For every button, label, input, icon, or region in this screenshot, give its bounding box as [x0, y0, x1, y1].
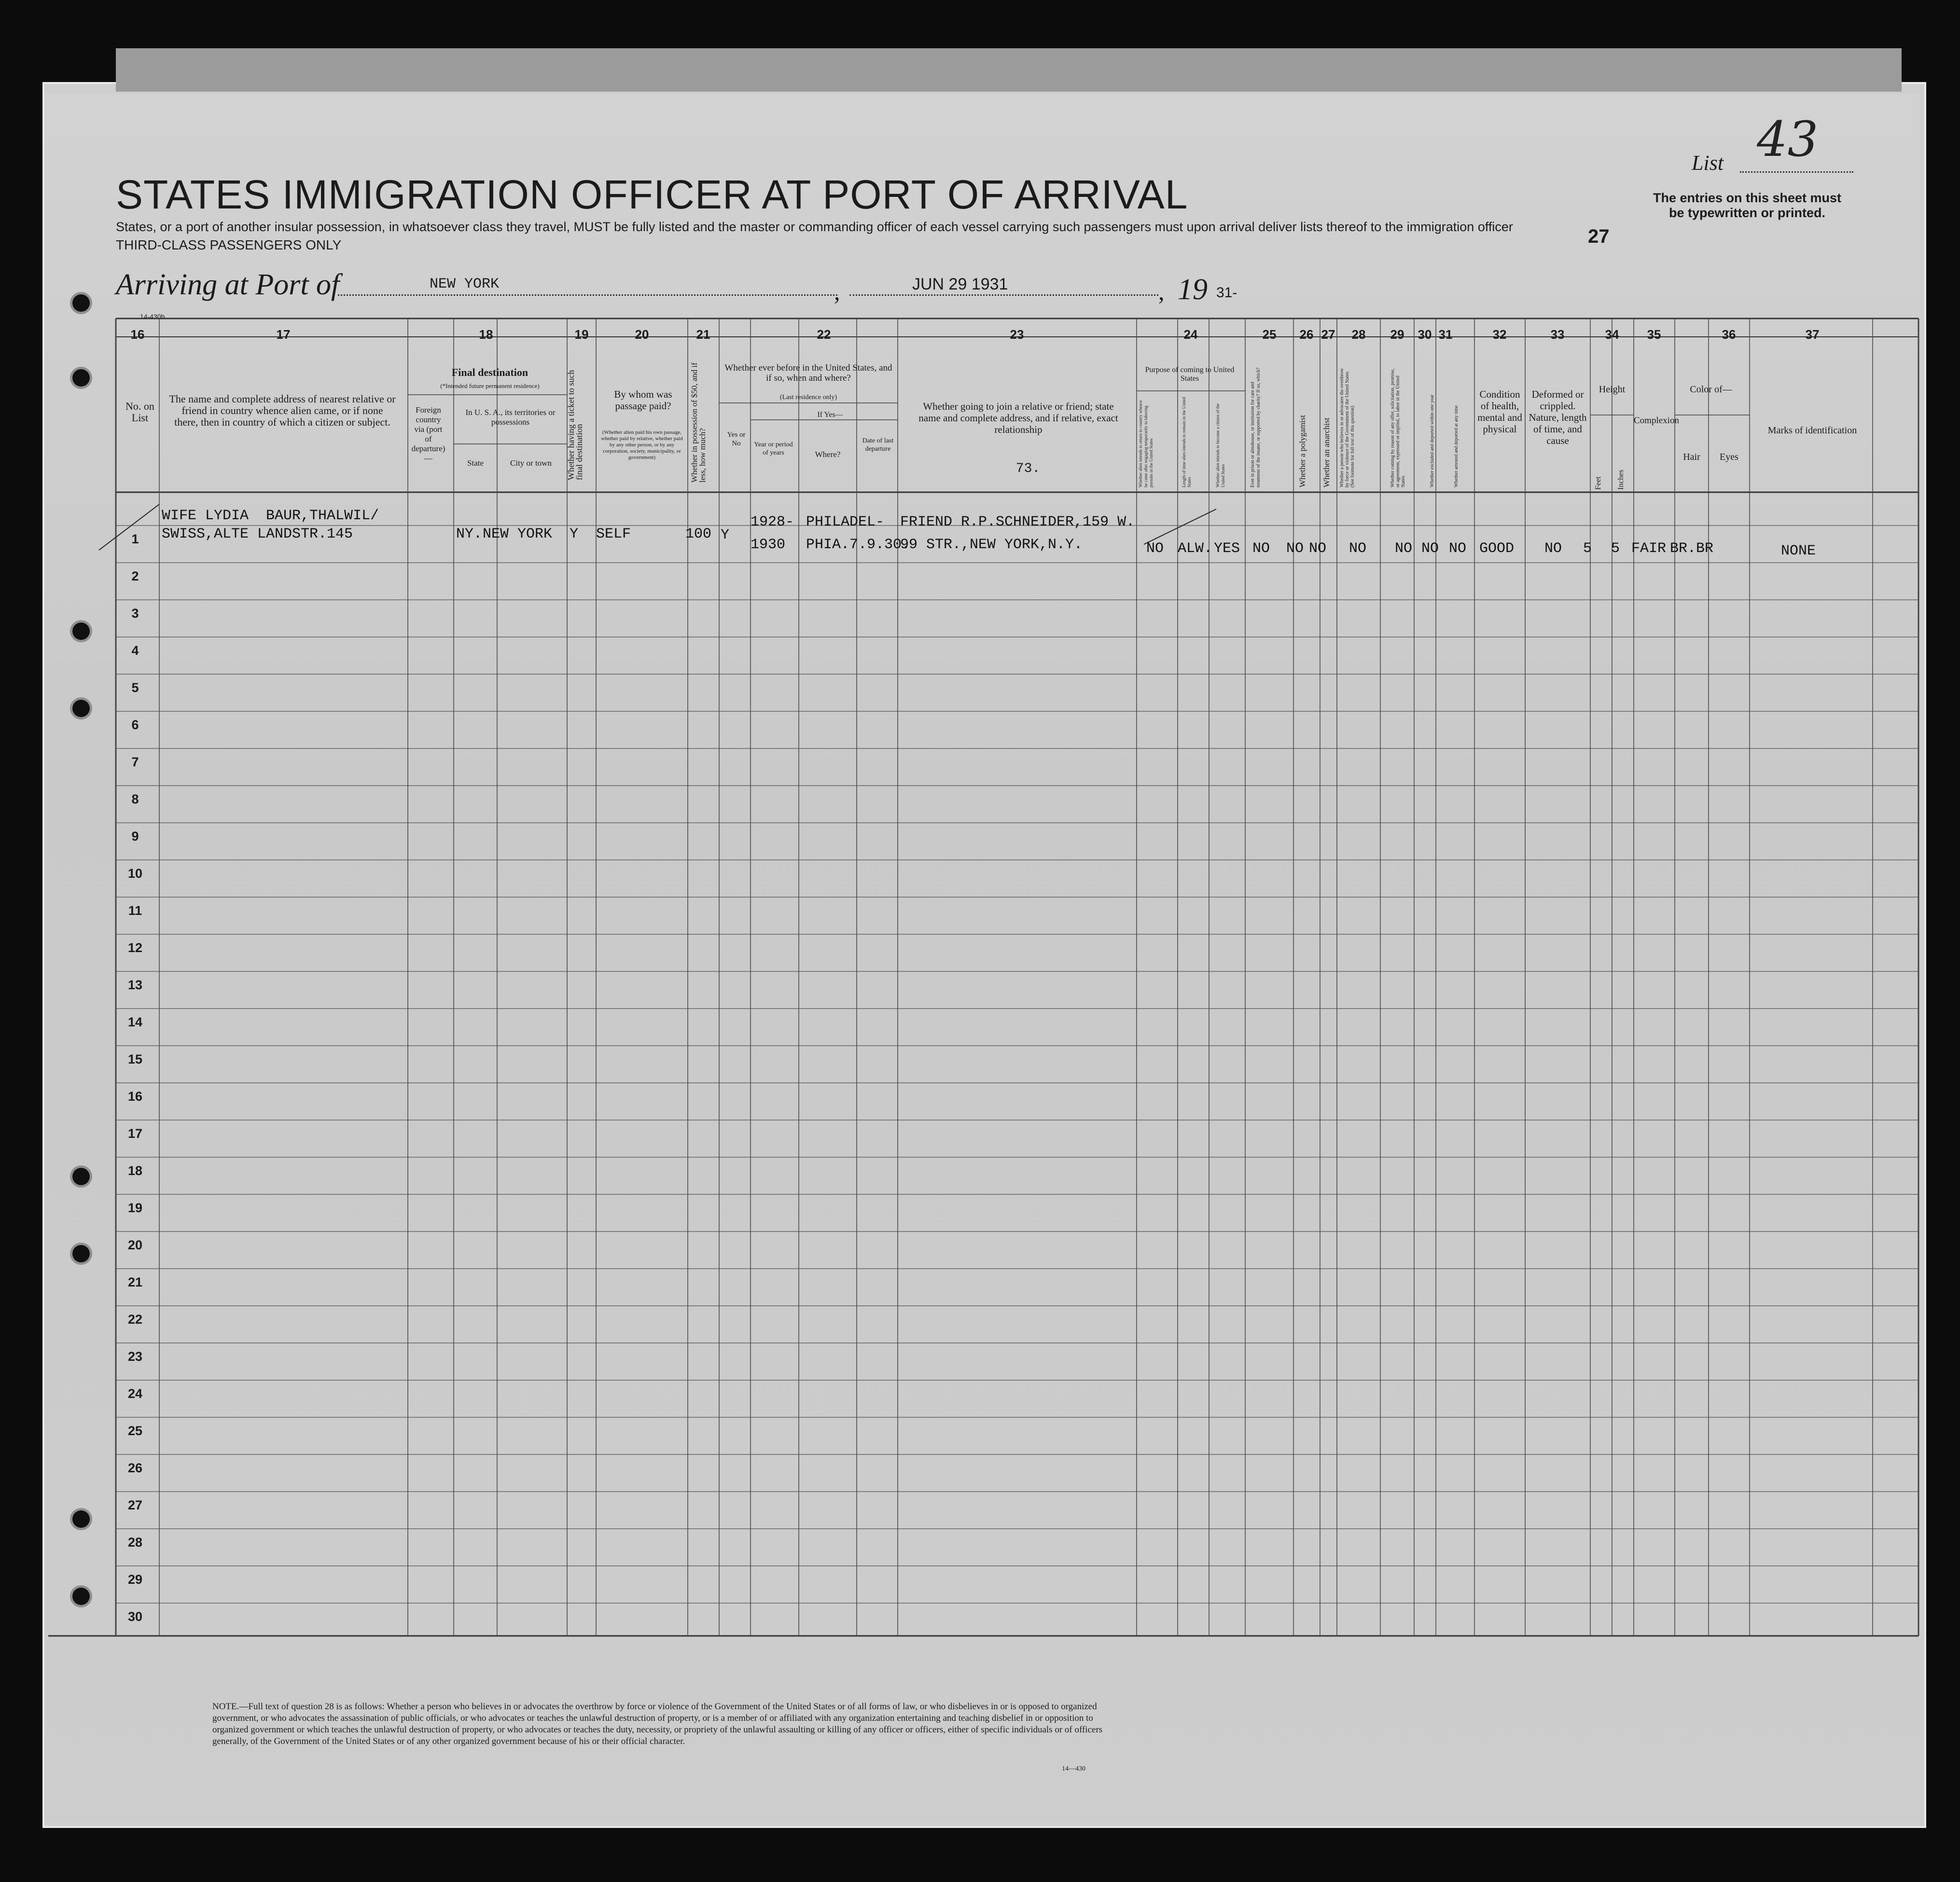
column-number: 32 — [1492, 327, 1507, 342]
destination-city: NEW YORK — [483, 526, 553, 542]
row-number: 12 — [127, 941, 143, 955]
row-number: 19 — [127, 1201, 143, 1215]
list-label: List — [1692, 151, 1724, 175]
header-join: Whether going to join a relative or friend; state name and complete address, and if relative, exact relationship — [918, 401, 1118, 435]
row-number: 1 — [131, 532, 139, 546]
column-number: 23 — [1010, 327, 1024, 342]
last-departure-value: 7.9.30. — [849, 537, 911, 553]
anarchist-value: NO — [1309, 540, 1327, 557]
money-value: 100 — [685, 526, 712, 542]
column-number: 19 — [574, 327, 589, 342]
header-purpose-return: Whether alien intends to return to country whence he came after engaging temporarily in laboring pursuits in the United States — [1138, 400, 1154, 487]
header-health: Condition of health, mental and physical — [1477, 388, 1522, 435]
row-number: 30 — [127, 1609, 143, 1624]
header-purpose: Purpose of coming to United States — [1145, 366, 1235, 383]
column-number: 25 — [1262, 327, 1277, 342]
header-purpose-length: Length of time alien intends to remain in the United States — [1182, 397, 1192, 487]
column-number: 16 — [130, 327, 145, 342]
header-complexion: Complexion — [1634, 415, 1679, 426]
inches-value: 5 — [1611, 540, 1620, 557]
overthrow-value: NO — [1349, 540, 1367, 557]
column-number: 21 — [696, 327, 710, 342]
row-number: 5 — [131, 680, 139, 695]
row-number: 8 — [131, 792, 139, 806]
header-feet: Feet — [1594, 476, 1602, 490]
before-in-us-value: Y — [721, 527, 730, 543]
header-paid-by-sub: (Whether alien paid his own passage, whether paid by relative, whether paid by any other person, or by any corporation, society, municipality, or government) — [601, 429, 683, 460]
join-line2: 99 STR.,NEW YORK,N.Y. — [900, 537, 1083, 553]
footnote: NOTE.—Full text of question 28 is as follows: Whether a person who believes in or advocates the overthrow by force or violence of the Government of the United States or of all forms of law, or who disbelieves in or is opposed to organized government, or who advocates the assassination of public officials, or who advocates or teaches the unlawful destruction of property, or is a member of or affiliated with any organization entertaining and teaching disbelief in or opposition to organized government or which teaches the unlawful destruction of property, or who advocates or teaches the duty, necessity, or propriety of the unlawful assaulting or killing of any officer or officers, either of specific individuals or of officers generally, of the Government of the United States or of any other organized government because of his or their official character. — [212, 1702, 1103, 1746]
ticket-value: Y — [570, 526, 579, 542]
header-purpose-citizen: Whether alien intends to become a citizen of the United States — [1215, 403, 1225, 487]
years-line1: 1928- — [751, 514, 794, 530]
row-number: 17 — [127, 1126, 143, 1141]
relative-address-line1: WIFE LYDIA BAUR,THALWIL/ — [162, 508, 379, 524]
header-before-in-us-sub: (Last residence only) — [779, 394, 837, 401]
header-height: Height — [1599, 384, 1626, 395]
deported-value: NO — [1449, 540, 1467, 557]
header-state: State — [467, 458, 484, 468]
header-if-yes: If Yes— — [817, 411, 843, 419]
column-number: 22 — [817, 327, 831, 342]
marks-value: NONE — [1781, 543, 1816, 559]
row-number: 6 — [131, 718, 139, 732]
complexion-value: FAIR — [1631, 540, 1667, 557]
form-code: 14-430b — [140, 313, 165, 320]
row-number: 13 — [127, 978, 143, 992]
citizen-value: YES — [1214, 540, 1240, 557]
row-number: 15 — [127, 1052, 143, 1066]
typewriter-note: The entries on this sheet must be typewritten or printed. — [1653, 191, 1842, 220]
port-of-arrival: NEW YORK — [430, 276, 500, 292]
row-number: 22 — [127, 1312, 143, 1327]
column-number: 18 — [479, 327, 493, 342]
polygamist-value: NO — [1286, 540, 1304, 557]
form-instructions: States, or a port of another insular possession, in whatsoever class they travel, MUST be fully listed and the master or commanding officer of each vessel carrying such passengers must upon arrival deliver lists thereof to the immigration officer — [116, 220, 1513, 234]
header-eyes: Eyes — [1720, 452, 1738, 462]
join-line1: FRIEND R.P.SCHNEIDER,159 W. — [900, 514, 1135, 530]
row-number: 23 — [127, 1349, 143, 1364]
where-line1: PHILADEL- — [806, 514, 885, 530]
row-number: 9 — [131, 829, 139, 844]
labor-offer-value: NO — [1395, 540, 1413, 557]
header-before-in-us: Whether ever before in the United States, and if so, when and where? — [724, 363, 892, 383]
where-line2: PHIA. — [806, 537, 850, 553]
header-polygamist: Whether a polygamist — [1298, 415, 1307, 487]
date-stamp: JUN 29 1931 — [912, 275, 1008, 293]
row-number: 14 — [127, 1015, 143, 1029]
column-number: 33 — [1550, 327, 1565, 342]
feet-value: 5 — [1583, 540, 1592, 557]
header-no-on-list: No. on List — [125, 400, 154, 424]
header-marks: Marks of identification — [1767, 425, 1857, 436]
row-number: 4 — [131, 643, 139, 658]
paid-by-value: SELF — [596, 526, 631, 542]
form-title: STATES IMMIGRATION OFFICER AT PORT OF ARRIVAL — [116, 172, 1188, 217]
row-number: 25 — [127, 1424, 143, 1438]
column-number: 30 — [1418, 327, 1432, 342]
sheet-number: 27 — [1588, 226, 1610, 247]
row-number: 26 — [127, 1461, 143, 1475]
column-number: 37 — [1805, 327, 1820, 342]
header-final-destination: Final destination — [451, 366, 528, 378]
relative-address-line2: SWISS,ALTE LANDSTR.145 — [162, 526, 353, 542]
length-of-stay-value: ALW. — [1178, 540, 1213, 557]
footnote-code: 14—430 — [1062, 1765, 1085, 1772]
column-number: 34 — [1605, 327, 1619, 342]
header-where: Where? — [815, 450, 841, 459]
column-number: 26 — [1299, 327, 1314, 342]
arriving-label: Arriving at Port of — [116, 268, 340, 301]
column-number: 17 — [276, 327, 291, 342]
column-number: 36 — [1722, 327, 1736, 342]
column-number: 31 — [1438, 327, 1453, 342]
row-number: 21 — [127, 1275, 143, 1289]
header-overthrow: Whether a person who believes in or advocates the overthrow by force or violence of the Government of the United States (See footnote for full text of this question) — [1339, 368, 1355, 487]
header-color: Color of— — [1690, 384, 1732, 395]
header-city: City or town — [510, 458, 552, 468]
row-number: 2 — [131, 569, 139, 583]
header-year: Year or period of years — [754, 441, 793, 457]
header-excluded: Whether excluded and deported within one year — [1430, 394, 1435, 487]
year-prefix: 19 — [1178, 273, 1208, 306]
row-number: 28 — [127, 1535, 143, 1550]
hair-eyes-value: BR.BR — [1670, 540, 1714, 557]
header-final-destination-sub: (*Intended future permanent residence) — [440, 382, 540, 389]
years-line2: 1930 — [751, 537, 786, 553]
check-mark — [1144, 509, 1216, 544]
row-number: 16 — [127, 1089, 143, 1104]
passenger-class: THIRD-CLASS PASSENGERS ONLY — [116, 237, 342, 252]
header-deported: Whether arrested and deported at any time — [1454, 405, 1459, 487]
header-last-departure: Date of last departure — [862, 437, 894, 453]
excluded-value: NO — [1421, 540, 1439, 557]
header-in-usa: In U. S. A., its territories or possessions — [465, 408, 556, 427]
prison-value: NO — [1252, 540, 1270, 557]
header-foreign-country: Foreign country via (port of departure)— — [411, 405, 445, 463]
column-number: 27 — [1321, 327, 1335, 342]
comma: , — [834, 278, 840, 305]
destination-state: NY. — [456, 526, 483, 542]
header-inches: Inches — [1617, 470, 1625, 490]
header-yes-no: Yes or No — [727, 431, 746, 447]
row-number: 27 — [127, 1498, 143, 1512]
health-value: GOOD — [1479, 540, 1515, 557]
year-suffix: 31- — [1216, 285, 1237, 301]
header-hair: Hair — [1683, 452, 1700, 462]
row-number: 11 — [128, 903, 142, 918]
column-number: 24 — [1183, 327, 1198, 342]
header-relative: The name and complete address of nearest relative or friend in country whence alien came, or if none there, then in country of which a citizen or subject. — [169, 393, 396, 428]
row-number: 7 — [131, 755, 139, 769]
header-prison: Ever in prison or almshouse, or institution for care and treatment of the insane, or supported by charity? If so, which? — [1250, 367, 1261, 487]
header-join-number: 73. — [1015, 461, 1041, 476]
header-labor-offer: Whether coming by reason of any offer, solicitation, promise, or agreement, expressed or implied, to labor in the United States — [1390, 368, 1406, 487]
return-value: NO — [1146, 540, 1164, 557]
deformed-value: NO — [1544, 540, 1562, 557]
row-number: 24 — [127, 1386, 143, 1401]
row-number: 10 — [127, 866, 143, 881]
header-ticket: Whether having a ticket to such final destination — [566, 370, 584, 480]
column-number: 28 — [1351, 327, 1366, 342]
row-number: 3 — [131, 606, 139, 621]
header-deformed: Deformed or crippled. Nature, length of time, and cause — [1529, 388, 1587, 446]
row-number: 29 — [127, 1572, 143, 1587]
column-number: 35 — [1647, 327, 1661, 342]
comma: , — [1158, 278, 1165, 305]
column-number: 29 — [1390, 327, 1404, 342]
row-number: 18 — [127, 1163, 143, 1178]
column-number: 20 — [635, 327, 649, 342]
list-number: 43 — [1757, 111, 1819, 167]
row-number: 20 — [127, 1238, 143, 1252]
header-anarchist: Whether an anarchist — [1322, 417, 1331, 487]
header-paid-by: By whom was passage paid? — [614, 388, 672, 412]
header-money: Whether in possession of $50, and if less, how much? — [690, 362, 707, 483]
